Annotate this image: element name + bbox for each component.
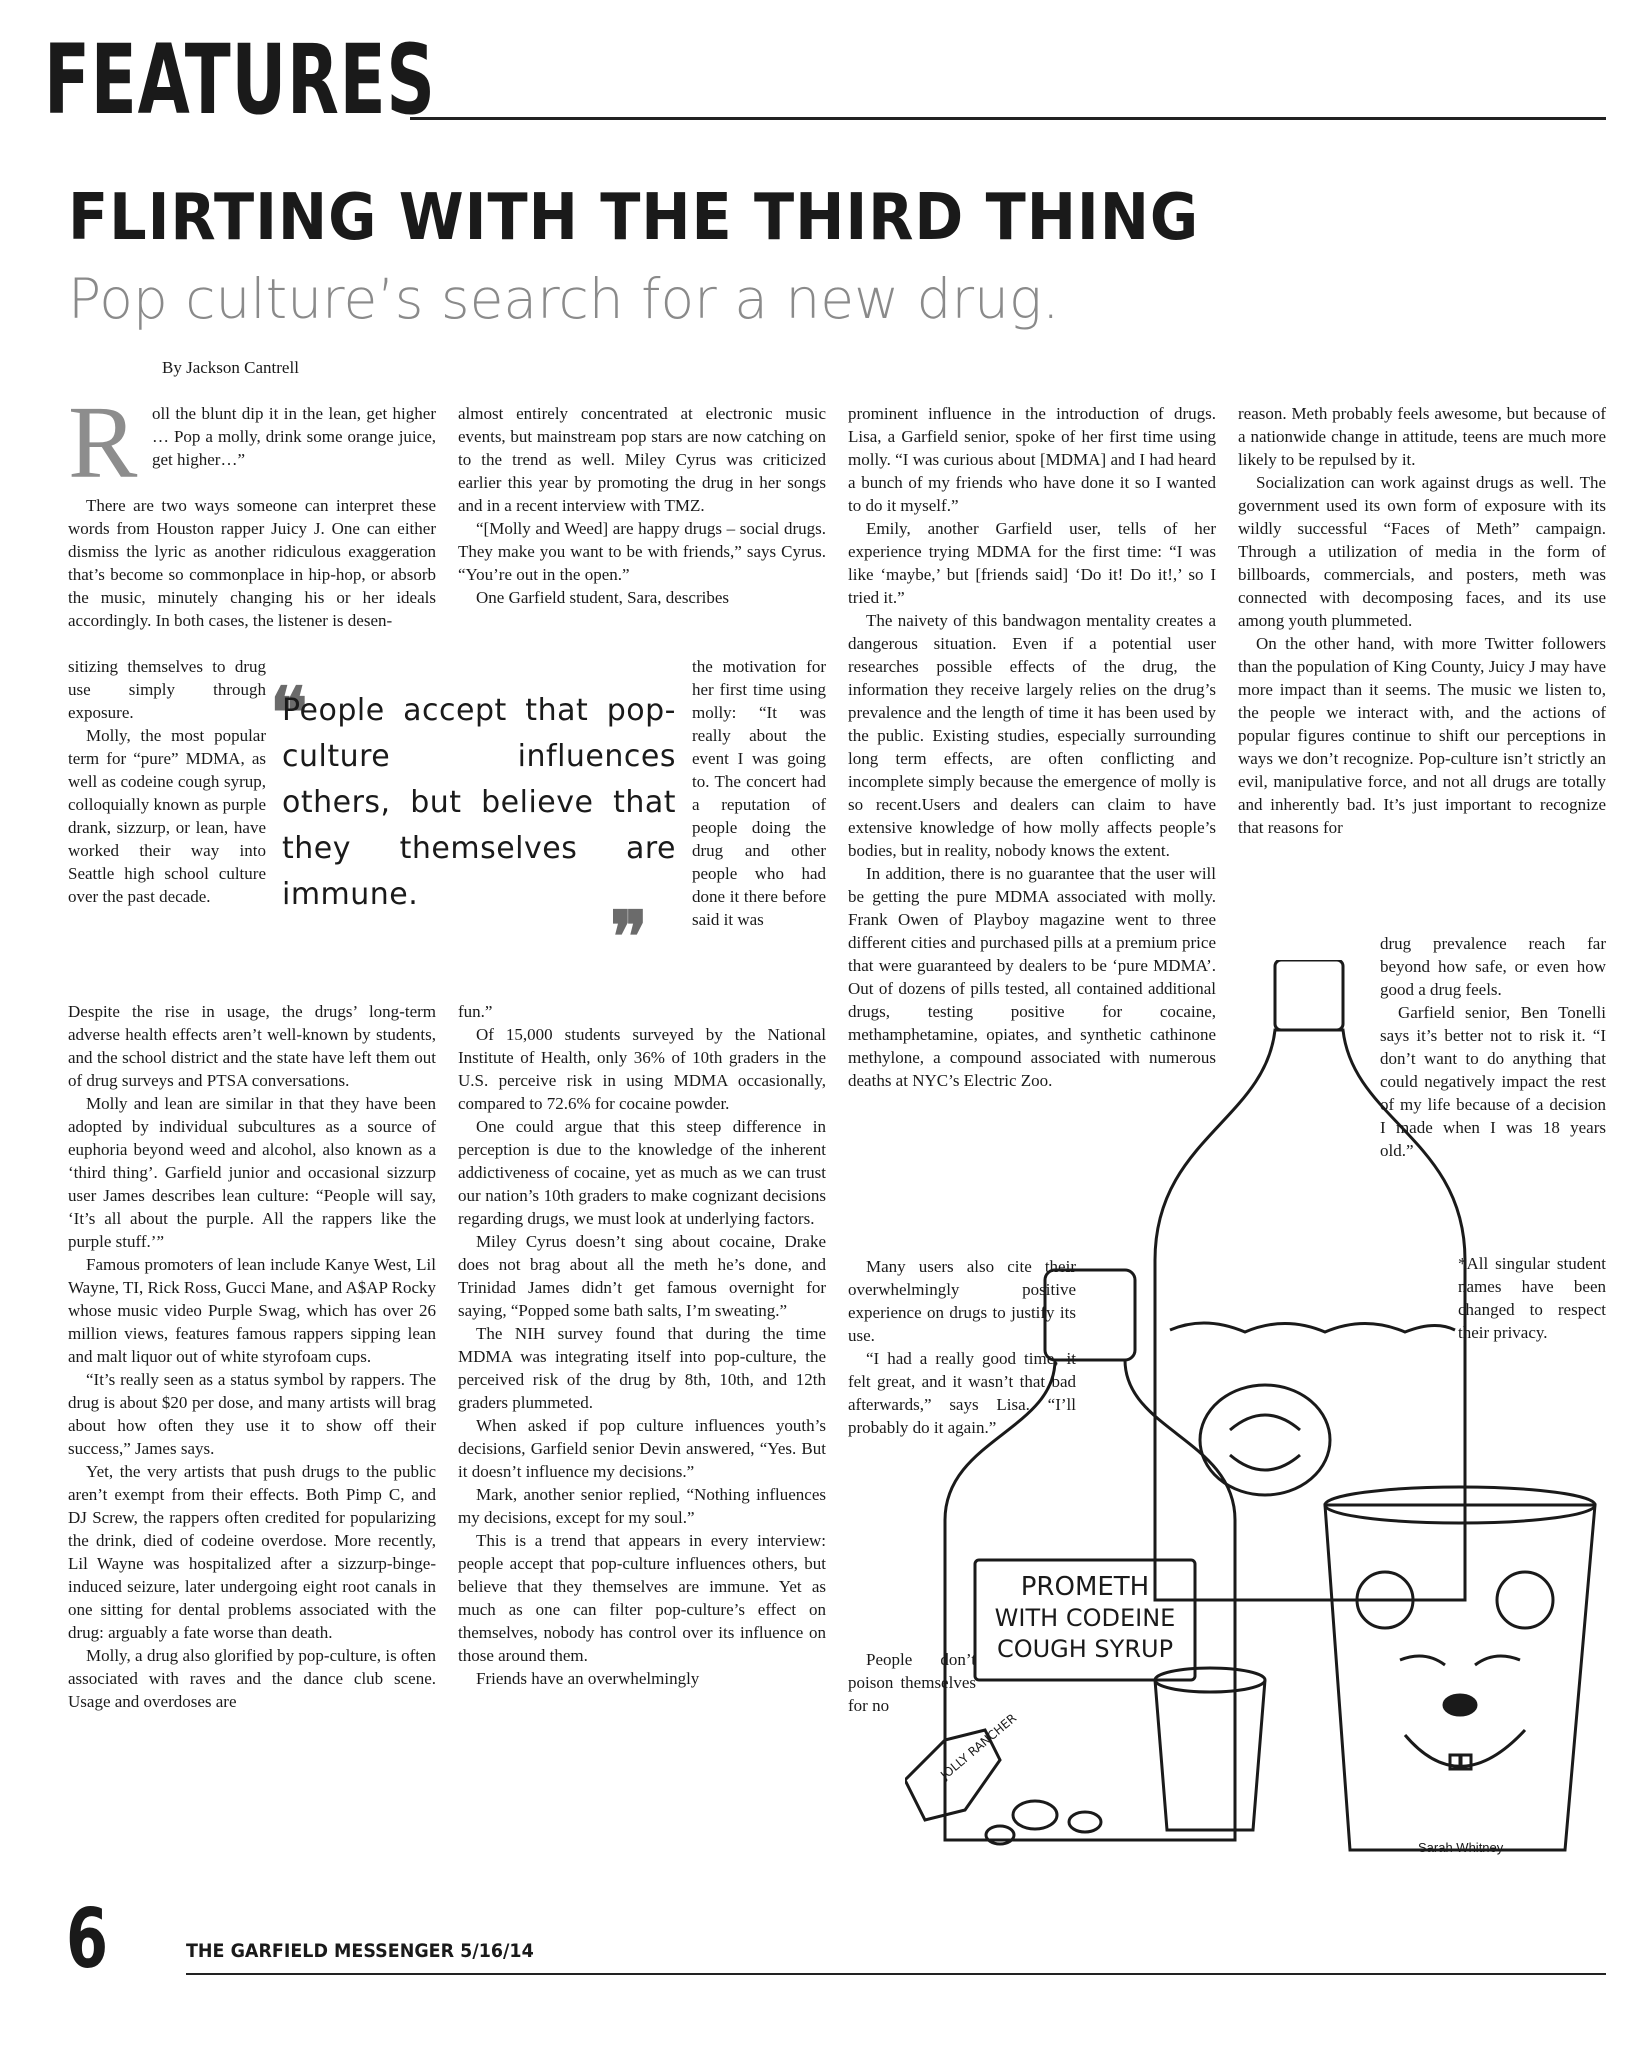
paragraph: the motivation for her first time using molly: “It was really about the event I was going to. The concert had a reputation of people doing the drug and other people who had done it there before said it was — [692, 657, 826, 929]
paragraph: fun.” — [458, 1002, 493, 1021]
paragraph: Molly, a drug also glorified by pop-culture, is often associated with raves and the dance club scene. Usage and overdoses are — [68, 1646, 436, 1711]
candy-label: JOLLY RANCHER — [937, 1710, 1020, 1783]
paragraph: Emily, another Garfield user, tells of her experience trying MDMA for the first time: “I was like ‘maybe,’ but [friends said] ‘Do it! Do it!,’ so I tried it.” — [848, 519, 1216, 607]
col1-intro — [68, 494, 436, 632]
paragraph: In addition, there is no guarantee that the user will be getting the pure MDMA associated with molly. Frank Owen of Playboy magazine went to three different cities and purchased pills at a premium price that were guaranteed by dealers to be ‘pure MDMA’. Out of dozens of pills tested, all contained additional drugs, testing positive for cocaine, methamphetamine, opiates, and synthetic cathinone methylone, a compound associated with numerous deaths at NYC’s Electric Zoo. — [848, 864, 1216, 1090]
illustration-credit: Sarah Whitney — [1418, 1840, 1504, 1855]
paragraph: One could argue that this steep difference in perception is due to the knowledge of the inherent addictiveness of cocaine, yet as much as we can trust our nation’s 10th graders to make cognizant decisions regarding drugs, we must look at underlying factors. — [458, 1117, 826, 1228]
footer-publication: THE GARFIELD MESSENGER 5/16/14 — [186, 1940, 534, 1962]
styrofoam-cup — [1325, 1487, 1595, 1850]
paragraph: Many users also cite their overwhelmingly positive experience on drugs to justify its use. — [848, 1257, 1076, 1345]
subhead: Pop culture’s search for a new drug. — [68, 267, 1060, 331]
paragraph: *All singular student names have been changed to respect their privacy. — [1458, 1254, 1606, 1342]
paragraph: Of 15,000 students surveyed by the National Institute of Health, only 36% of 10th graders in the U.S. perceive risk in using MDMA occasionally, compared to 72.6% for cocaine powder. — [458, 1025, 826, 1113]
paragraph: sitizing themselves to drug use simply through exposure. — [68, 657, 266, 722]
small-cup — [1155, 1668, 1265, 1830]
open-quote-icon: ❝ — [270, 671, 308, 754]
paragraph: The NIH survey found that during the time MDMA was integrating itself into pop-culture, the perceived risk of the drug by 8th, 10th, and 12th graders plummeted. — [458, 1324, 826, 1412]
section-rule — [410, 117, 1606, 120]
paragraph: On the other hand, with more Twitter followers than the population of King County, Juicy J may have more impact than it seems. The music we listen to, the people we interact with, and the actions of popular figures continue to shift our perceptions in ways we don’t recognize. Pop-culture isn’t strictly an evil, manipulative force, and not all drugs are totally and inherently bad. It’s just important to recognize that reasons for — [1238, 634, 1606, 837]
paragraph: “I had a really good time, it felt great, and it wasn’t that bad afterwards,” says Lisa. “I’ll probably do it again.” — [848, 1349, 1076, 1437]
paragraph: Molly and lean are similar in that they have been adopted by individual subcultures as a source of euphoria beyond weed and alcohol, also known as a ‘third thing’. Garfield junior and occasional sizzurp user James describes lean culture: “People will say, ‘It’s all about the purple. All the rappers like the purple stuff.’” — [68, 1094, 436, 1251]
page-number: 6 — [66, 1892, 109, 1987]
paragraph: Mark, another senior replied, “Nothing influences my decisions, except for my soul.” — [458, 1485, 826, 1527]
drop-cap: R — [68, 385, 138, 500]
paragraph: Famous promoters of lean include Kanye West, Lil Wayne, TI, Rick Ross, Gucci Mane, and A$AP Rocky whose music video Purple Swag, which has over 26 million views, features famous rappers sipping lean and malt liquor out of white styrofoam cups. — [68, 1255, 436, 1366]
lede-lyric: oll the blunt dip it in the lean, get higher … Pop a molly, drink some orange juice, get higher…” — [152, 404, 436, 469]
paragraph: almost entirely concentrated at electronic music events, but mainstream pop stars are now catching on to the trend as well. Miley Cyrus was criticized earlier this year by promoting the drug in her songs and in a recent interview with TMZ. — [458, 404, 826, 515]
paragraph: This is a trend that appears in every interview: people accept that pop-culture influences others, but believe that they themselves are immune. Yet as much as one can filter pop-culture’s effect on themselves, nobody has control over its influence on those around them. — [458, 1531, 826, 1665]
byline: By Jackson Cantrell — [162, 358, 299, 377]
bottle-label-line1: PROMETH — [1020, 1572, 1150, 1602]
col1-narrow — [68, 655, 266, 908]
paragraph: reason. Meth probably feels awesome, but because of a nationwide change in attitude, teens are much more likely to be repulsed by it. — [1238, 404, 1606, 469]
paragraph: Miley Cyrus doesn’t sing about cocaine, Drake does not brag about all the meth he’s done, and Trinidad James didn’t get famous overnight for saying, “Popped some bath salts, I’m sweating.” — [458, 1232, 826, 1320]
col1-body — [68, 1000, 436, 1713]
paragraph: prominent influence in the introduction of drugs. Lisa, a Garfield senior, spoke of her first time using molly. “I was curious about [MDMA] and I had heard a bunch of my friends who have done it so I wanted to do it myself.” — [848, 404, 1216, 515]
col4-top — [1238, 402, 1606, 839]
footer-rule — [186, 1973, 1606, 1975]
paragraph: Yet, the very artists that push drugs to the public aren’t exempt from their effects. Both Pimp C, and DJ Screw, the rappers often credited for popularizing the drink, died of codeine overdose. More recently, Lil Wayne was hospitalized after a sizzurp-binge-induced seizure, later undergoing eight root canals in one sitting for dental problems associated with the drug: arguably a fate worse than death. — [68, 1462, 436, 1642]
paragraph: Molly, the most popular term for “pure” MDMA, as well as codeine cough syrup, colloquially known as purple drank, sizzurp, or lean, have worked their way into Seattle high school culture over the past decade. — [68, 726, 266, 906]
paragraph: People don’t poison themselves for no — [848, 1650, 976, 1715]
paragraph: drug prevalence reach far beyond how safe, or even how good a drug feels. — [1380, 934, 1606, 999]
col2-narrow — [692, 655, 826, 931]
section-label: FEATURES — [44, 24, 436, 136]
bottle-label-line2: WITH CODEINE — [994, 1604, 1176, 1632]
cough-syrup-bottle — [945, 1270, 1235, 1840]
close-quote-icon: ❞ — [610, 895, 648, 978]
paragraph: The naivety of this bandwagon mentality creates a dangerous situation. Even if a potential user researches possible effects of the drug, the information they receive largely relies on the drug’s prevalence and the length of time it has been used by the public. Existing studies, especially surrounding long term effects, are often conflicting and incomplete simply because the emergence of molly is so recent.Users and dealers can claim to have extensive knowledge of how molly affects people’s bodies, but in reality, nobody knows the extent. — [848, 611, 1216, 860]
paragraph: When asked if pop culture influences youth’s decisions, Garfield senior Devin answered, “Yes. But it doesn’t influence my decisions.” — [458, 1416, 826, 1481]
paragraph: There are two ways someone can interpret these words from Houston rapper Juicy J. One can either dismiss the lyric as another ridiculous exaggeration that’s become so commonplace in hip-hop, or absorb the music, minutely changing his or her ideals accordingly. In both cases, the listener is desen- — [68, 496, 436, 630]
article-lede — [152, 402, 436, 471]
drug-bottles-illustration — [905, 960, 1605, 1860]
bottle-label-line3: COUGH SYRUP — [996, 1635, 1174, 1663]
paragraph: Garfield senior, Ben Tonelli says it’s better not to risk it. “I don’t want to do anything that could negatively impact the rest of my life because of a decision I made when I was 18 years old.” — [1380, 1003, 1606, 1160]
paragraph: “It’s really seen as a status symbol by rappers. The drug is about $20 per dose, and many artists will brag about how often they use it to show off their success,” James says. — [68, 1370, 436, 1458]
paragraph: Socialization can work against drugs as well. The government used its own form of exposure with its wildly successful “Faces of Meth” campaign. Through a utilization of media in the form of billboards, commercials, and posters, meth was connected with decomposing faces, and its use among youth plummeted. — [1238, 473, 1606, 630]
pull-quote: People accept that pop-culture influences others, but believe that they themselves are immune. — [282, 693, 676, 912]
col2-top — [458, 402, 826, 609]
paragraph: “[Molly and Weed] are happy drugs – social drugs. They make you want to be with friends,” says Cyrus. “You’re out in the open.” — [458, 519, 826, 584]
candy-and-pills — [905, 1711, 1101, 1844]
headline: FLIRTING WITH THE THIRD THING — [68, 181, 1200, 255]
paragraph: Friends have an overwhelmingly — [476, 1669, 700, 1688]
col2-body — [458, 1000, 826, 1690]
paragraph: Despite the rise in usage, the drugs’ long-term adverse health effects aren’t well-known by students, and the school district and the state have left them out of drug surveys and PTSA conversations. — [68, 1002, 436, 1090]
paragraph: One Garfield student, Sara, describes — [476, 588, 730, 607]
